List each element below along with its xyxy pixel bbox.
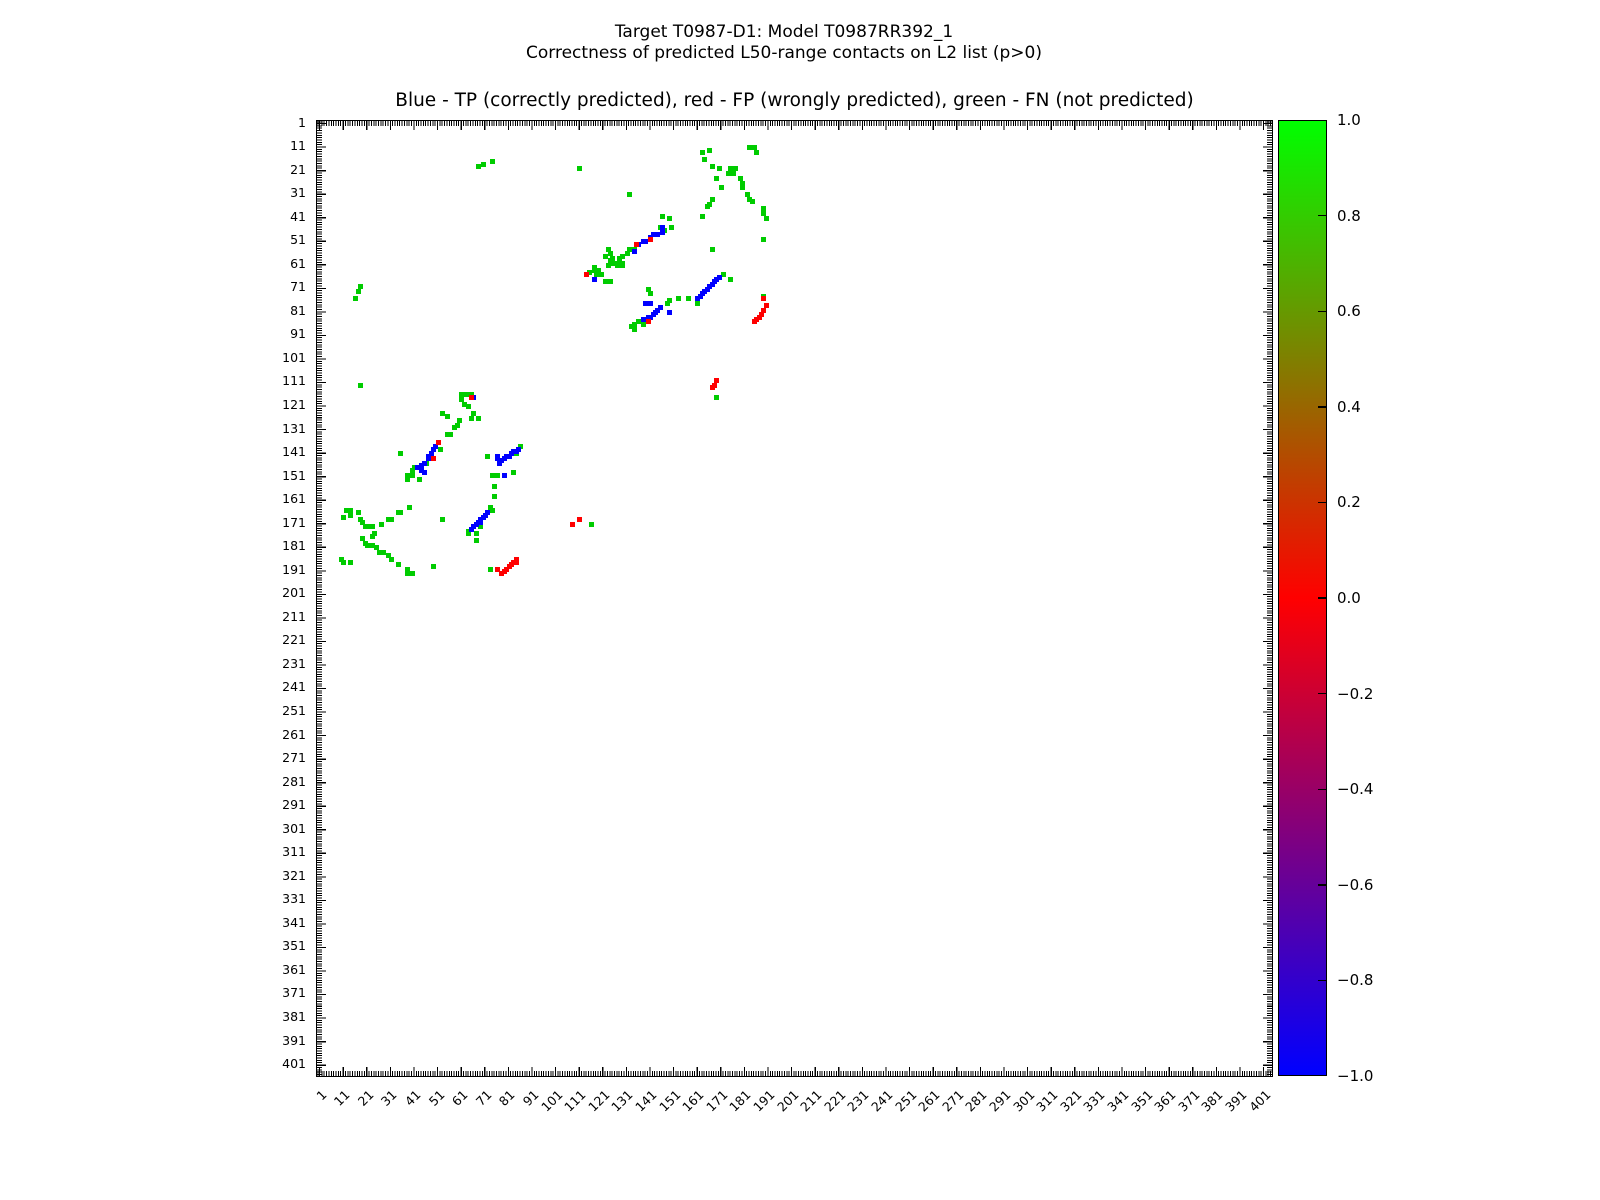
contact-point bbox=[341, 560, 346, 565]
contact-point bbox=[445, 432, 450, 437]
x-axis-major-ticks-top bbox=[317, 121, 1272, 130]
y-tick-label: 111 bbox=[282, 373, 306, 389]
x-tick-label: 171 bbox=[702, 1087, 731, 1115]
x-axis-minor-ticks-bottom bbox=[317, 1071, 1272, 1076]
x-tick-label: 161 bbox=[679, 1087, 707, 1115]
contact-point bbox=[655, 232, 660, 237]
y-tick-label: 151 bbox=[282, 467, 306, 483]
x-tick-label: 91 bbox=[519, 1087, 542, 1109]
x-tick-label: 101 bbox=[537, 1087, 566, 1115]
colorbar-tick bbox=[1318, 884, 1326, 885]
y-tick-label: 361 bbox=[282, 961, 306, 977]
contact-point bbox=[356, 510, 361, 515]
x-tick-label: 371 bbox=[1174, 1087, 1203, 1115]
x-tick-label: 81 bbox=[496, 1087, 518, 1109]
contact-point bbox=[492, 494, 497, 499]
contact-point bbox=[592, 277, 597, 282]
contact-point bbox=[695, 296, 700, 301]
x-tick-label: 391 bbox=[1222, 1087, 1250, 1115]
contact-point bbox=[710, 385, 715, 390]
contact-point bbox=[761, 237, 766, 242]
contact-point bbox=[358, 383, 363, 388]
contact-point bbox=[608, 279, 613, 284]
contact-point bbox=[348, 560, 353, 565]
x-tick-label: 121 bbox=[584, 1087, 613, 1115]
contact-point bbox=[761, 296, 766, 301]
contact-point bbox=[469, 395, 474, 400]
contact-point bbox=[474, 531, 479, 536]
x-tick-label: 31 bbox=[378, 1087, 400, 1109]
plot-area bbox=[316, 120, 1273, 1077]
contact-point bbox=[702, 157, 707, 162]
colorbar-tick-label: −0.4 bbox=[1337, 780, 1374, 799]
contact-point bbox=[728, 277, 733, 282]
colorbar-tick bbox=[1318, 502, 1326, 503]
x-axis-major-ticks-bottom bbox=[317, 1067, 1272, 1076]
x-tick-label: 261 bbox=[915, 1087, 943, 1115]
contact-point bbox=[370, 534, 375, 539]
y-tick-label: 391 bbox=[282, 1032, 306, 1048]
contact-point bbox=[632, 327, 637, 332]
contact-point bbox=[700, 214, 705, 219]
contact-point bbox=[665, 301, 670, 306]
x-tick-label: 321 bbox=[1056, 1087, 1085, 1115]
contact-point bbox=[627, 192, 632, 197]
contact-point bbox=[478, 524, 483, 529]
figure-suptitle-line1: Target T0987-D1: Model T0987RR392_1 bbox=[614, 22, 954, 42]
contact-point bbox=[490, 159, 495, 164]
y-tick-label: 51 bbox=[290, 232, 306, 248]
contact-point bbox=[511, 470, 516, 475]
y-tick-label: 161 bbox=[282, 491, 306, 507]
chart-title: Blue - TP (correctly predicted), red - FP (wrongly predicted), green - FN (not predicted) bbox=[395, 90, 1194, 111]
contact-point bbox=[370, 524, 375, 529]
contact-point bbox=[764, 216, 769, 221]
y-tick-label: 301 bbox=[282, 820, 306, 836]
colorbar-tick-label: 1.0 bbox=[1337, 111, 1361, 129]
contact-point bbox=[710, 247, 715, 252]
colorbar bbox=[1278, 120, 1327, 1076]
x-tick-label: 331 bbox=[1080, 1087, 1108, 1115]
x-tick-label: 61 bbox=[448, 1087, 471, 1109]
x-tick-label: 131 bbox=[608, 1087, 636, 1115]
contact-point bbox=[492, 484, 497, 489]
x-tick-label: 151 bbox=[655, 1087, 684, 1115]
x-tick-label: 1 bbox=[312, 1087, 330, 1104]
contact-point bbox=[577, 166, 582, 171]
colorbar-tick-label: 0.2 bbox=[1337, 493, 1361, 512]
y-tick-label: 331 bbox=[282, 891, 306, 907]
contact-point bbox=[660, 214, 665, 219]
contact-point bbox=[752, 319, 757, 324]
contact-point bbox=[497, 461, 502, 466]
contact-point bbox=[667, 216, 672, 221]
x-tick-label: 291 bbox=[986, 1087, 1014, 1115]
contact-point bbox=[410, 473, 415, 478]
contact-point bbox=[436, 440, 441, 445]
colorbar-tick-label: −1.0 bbox=[1337, 1067, 1374, 1085]
x-tick-label: 231 bbox=[844, 1087, 872, 1115]
x-tick-label: 111 bbox=[561, 1087, 589, 1115]
contact-point bbox=[389, 557, 394, 562]
contact-point bbox=[669, 225, 674, 230]
contact-point bbox=[481, 162, 486, 167]
contact-point bbox=[474, 538, 479, 543]
contact-point bbox=[695, 301, 700, 306]
colorbar-tick-label: 0.8 bbox=[1337, 206, 1361, 225]
contact-point bbox=[379, 522, 384, 527]
contact-point bbox=[514, 557, 519, 562]
contact-point bbox=[648, 237, 653, 242]
x-tick-label: 191 bbox=[750, 1087, 778, 1115]
y-tick-label: 41 bbox=[290, 208, 306, 224]
y-tick-label: 121 bbox=[282, 396, 306, 412]
contact-point bbox=[495, 456, 500, 461]
y-tick-label: 381 bbox=[282, 1009, 306, 1025]
x-tick-label: 141 bbox=[632, 1087, 660, 1115]
contact-point bbox=[731, 171, 736, 176]
y-tick-label: 61 bbox=[290, 255, 306, 271]
contact-point bbox=[577, 517, 582, 522]
contact-point bbox=[714, 395, 719, 400]
contact-point bbox=[485, 454, 490, 459]
contact-point bbox=[648, 301, 653, 306]
colorbar-tick-label: −0.8 bbox=[1337, 971, 1374, 990]
x-tick-label: 381 bbox=[1198, 1087, 1226, 1115]
colorbar-tick bbox=[1318, 311, 1326, 312]
contact-point bbox=[398, 510, 403, 515]
x-tick-label: 281 bbox=[962, 1087, 990, 1115]
colorbar-tick bbox=[1318, 597, 1326, 598]
y-axis-minor-ticks-right bbox=[1267, 121, 1272, 1076]
contact-point bbox=[634, 242, 639, 247]
contact-point bbox=[589, 522, 594, 527]
contact-point bbox=[445, 414, 450, 419]
contact-point bbox=[495, 473, 500, 478]
y-tick-label: 191 bbox=[282, 561, 306, 577]
y-tick-label: 291 bbox=[282, 797, 306, 813]
x-tick-label: 241 bbox=[868, 1087, 896, 1115]
y-tick-label: 351 bbox=[282, 938, 306, 954]
contact-point bbox=[469, 527, 474, 532]
colorbar-tick bbox=[1318, 215, 1326, 216]
contact-point bbox=[353, 296, 358, 301]
contact-point bbox=[341, 515, 346, 520]
y-tick-label: 131 bbox=[282, 420, 306, 436]
contact-point bbox=[700, 150, 705, 155]
y-tick-label: 91 bbox=[290, 326, 306, 342]
y-tick-label: 221 bbox=[282, 632, 306, 648]
contact-point bbox=[431, 456, 436, 461]
y-tick-label: 251 bbox=[282, 703, 306, 718]
x-tick-label: 341 bbox=[1104, 1087, 1132, 1115]
contact-point bbox=[476, 416, 481, 421]
y-tick-label: 21 bbox=[290, 161, 306, 177]
contact-point bbox=[398, 451, 403, 456]
x-tick-label: 301 bbox=[1009, 1087, 1038, 1115]
y-tick-label: 11 bbox=[290, 138, 306, 154]
contact-point bbox=[667, 310, 672, 315]
y-tick-label: 261 bbox=[282, 726, 306, 742]
contact-point bbox=[676, 296, 681, 301]
contact-point bbox=[705, 204, 710, 209]
contact-point bbox=[431, 564, 436, 569]
contact-point bbox=[407, 505, 412, 510]
colorbar-tick bbox=[1318, 693, 1326, 694]
x-tick-label: 21 bbox=[354, 1087, 377, 1109]
x-tick-label: 211 bbox=[797, 1087, 825, 1115]
contact-point bbox=[648, 291, 653, 296]
colorbar-tick-label: 0.0 bbox=[1337, 589, 1361, 607]
contact-point bbox=[641, 239, 646, 244]
contact-point bbox=[710, 164, 715, 169]
y-tick-label: 181 bbox=[282, 538, 306, 554]
contact-point bbox=[750, 199, 755, 204]
x-tick-label: 221 bbox=[820, 1087, 849, 1115]
contact-point bbox=[632, 249, 637, 254]
y-axis-major-ticks-left bbox=[317, 121, 326, 1076]
contact-point bbox=[719, 185, 724, 190]
y-tick-label: 171 bbox=[282, 514, 306, 530]
y-tick-label: 371 bbox=[282, 985, 306, 1001]
x-tick-label: 271 bbox=[938, 1087, 967, 1115]
contact-point bbox=[714, 176, 719, 181]
contact-point bbox=[584, 272, 589, 277]
x-axis-minor-ticks-top bbox=[317, 121, 1272, 126]
contact-point bbox=[660, 230, 665, 235]
y-tick-label: 101 bbox=[282, 349, 306, 365]
contact-point bbox=[502, 473, 507, 478]
contact-point bbox=[488, 567, 493, 572]
contact-point bbox=[438, 447, 443, 452]
colorbar-tick bbox=[1318, 789, 1326, 790]
y-tick-label: 321 bbox=[282, 867, 306, 883]
colorbar-tick-label: 0.4 bbox=[1337, 397, 1361, 416]
contact-point bbox=[440, 411, 445, 416]
x-tick-label: 351 bbox=[1127, 1087, 1156, 1115]
contact-point bbox=[603, 279, 608, 284]
contact-point bbox=[466, 531, 471, 536]
contact-point bbox=[717, 166, 722, 171]
contact-point bbox=[410, 571, 415, 576]
contact-point bbox=[646, 287, 651, 292]
x-tick-label: 251 bbox=[891, 1087, 920, 1115]
contact-point bbox=[422, 470, 427, 475]
x-tick-label: 401 bbox=[1245, 1087, 1274, 1115]
y-tick-label: 401 bbox=[282, 1056, 306, 1072]
contact-point bbox=[356, 289, 361, 294]
contact-point bbox=[599, 272, 604, 277]
contact-point bbox=[490, 508, 495, 513]
contact-point bbox=[754, 150, 759, 155]
x-tick-label: 181 bbox=[726, 1087, 754, 1115]
contact-point bbox=[469, 416, 474, 421]
x-tick-label: 361 bbox=[1151, 1087, 1179, 1115]
y-tick-label: 231 bbox=[282, 655, 306, 671]
y-tick-label: 271 bbox=[282, 750, 306, 766]
contact-point bbox=[740, 185, 745, 190]
colorbar-tick-label: 0.6 bbox=[1337, 302, 1361, 321]
x-tick-label: 201 bbox=[773, 1087, 802, 1115]
contact-point bbox=[620, 261, 625, 266]
contact-point bbox=[707, 148, 712, 153]
x-tick-label: 71 bbox=[472, 1087, 495, 1109]
y-tick-label: 311 bbox=[282, 844, 306, 860]
y-axis-minor-ticks-left bbox=[317, 121, 322, 1076]
y-tick-label: 71 bbox=[290, 279, 306, 295]
y-tick-label: 1 bbox=[298, 114, 306, 130]
colorbar-tick-label: −0.6 bbox=[1337, 875, 1374, 894]
y-tick-label: 141 bbox=[282, 444, 306, 460]
y-tick-label: 81 bbox=[290, 302, 306, 318]
figure-suptitle-line2: Correctness of predicted L50-range contacts on L2 list (p>0) bbox=[526, 43, 1042, 63]
y-tick-label: 281 bbox=[282, 773, 306, 789]
contact-point bbox=[440, 517, 445, 522]
y-tick-label: 211 bbox=[282, 608, 306, 624]
colorbar-tick-label: −0.2 bbox=[1337, 684, 1374, 703]
contact-point bbox=[466, 404, 471, 409]
x-tick-label: 41 bbox=[401, 1087, 424, 1109]
contact-point bbox=[686, 296, 691, 301]
contact-point bbox=[405, 477, 410, 482]
y-tick-label: 341 bbox=[282, 914, 306, 930]
contact-point bbox=[452, 425, 457, 430]
y-tick-label: 201 bbox=[282, 585, 306, 601]
contact-point bbox=[348, 513, 353, 518]
colorbar-tick bbox=[1318, 406, 1326, 407]
contact-point bbox=[606, 263, 611, 268]
x-tick-label: 311 bbox=[1033, 1087, 1061, 1115]
contact-point bbox=[646, 319, 651, 324]
contact-point bbox=[570, 522, 575, 527]
contact-point bbox=[396, 562, 401, 567]
contact-point bbox=[417, 477, 422, 482]
x-tick-label: 51 bbox=[425, 1087, 448, 1109]
x-tick-label: 11 bbox=[330, 1087, 353, 1109]
contact-point bbox=[721, 272, 726, 277]
y-axis-major-ticks-right bbox=[1263, 121, 1272, 1076]
y-tick-label: 241 bbox=[282, 679, 306, 695]
colorbar-tick bbox=[1318, 980, 1326, 981]
y-tick-label: 31 bbox=[290, 185, 306, 201]
contact-point bbox=[389, 517, 394, 522]
contact-point bbox=[625, 251, 630, 256]
